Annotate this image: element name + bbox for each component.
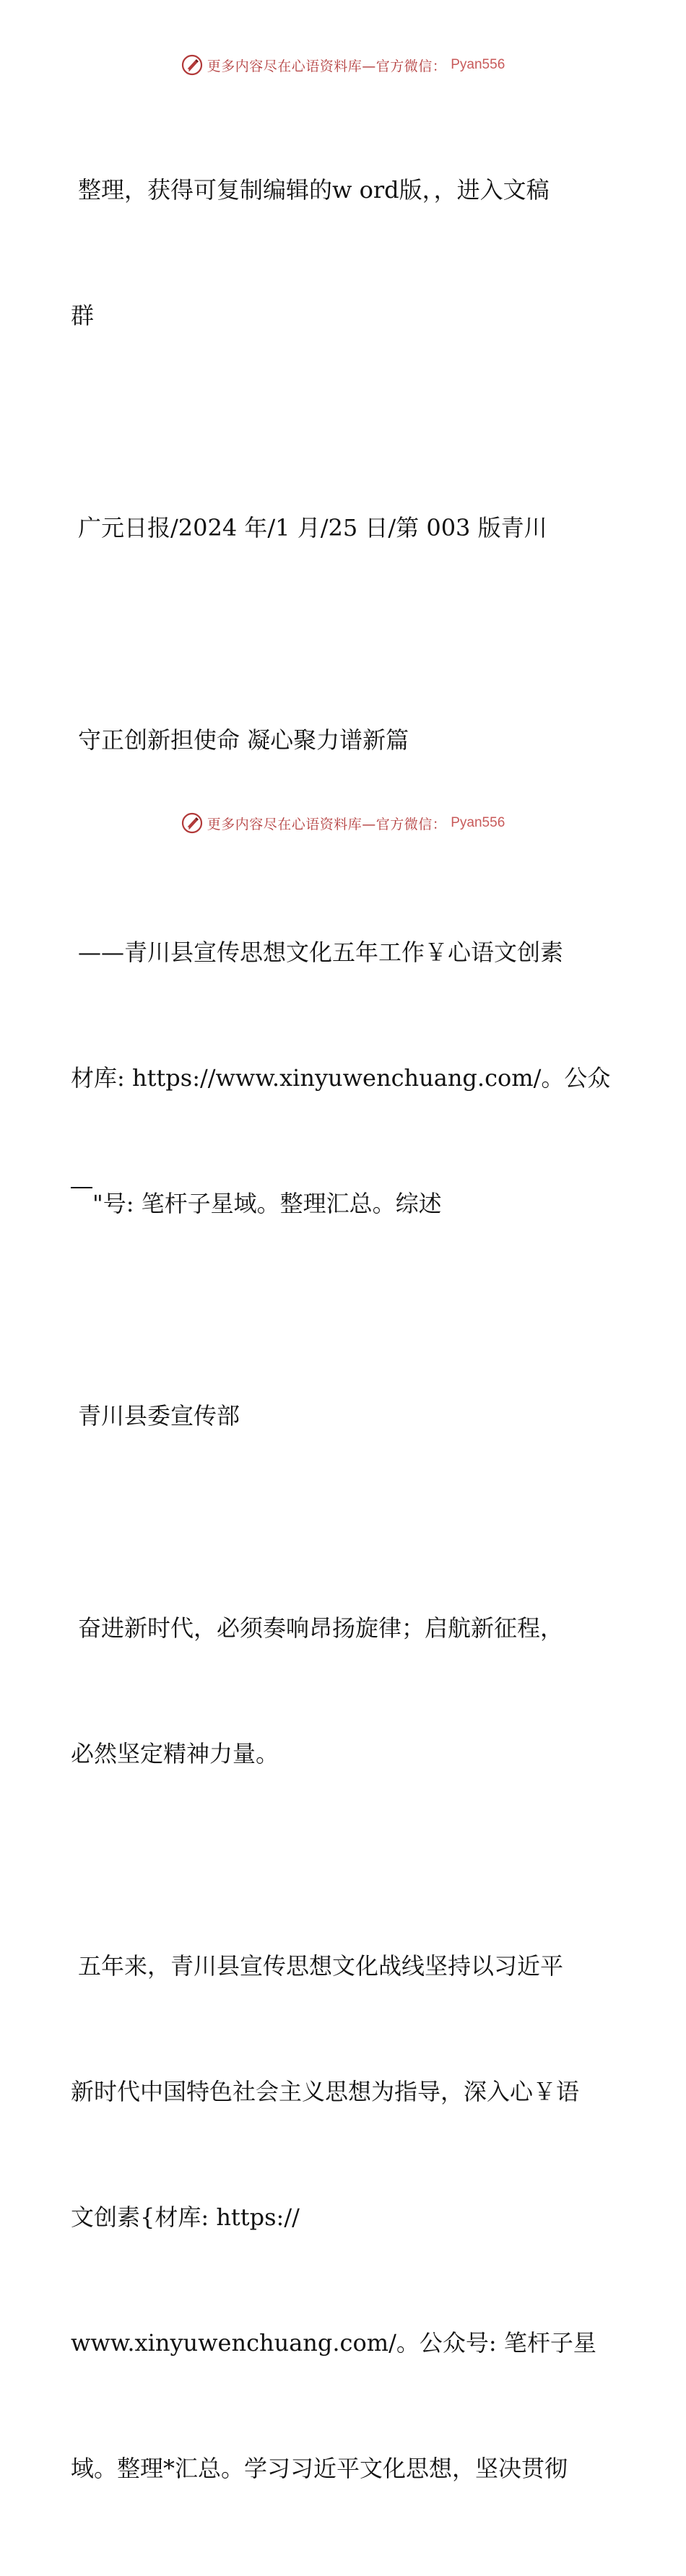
text-line: "号: 笔杆子星域。整理汇总。综述 — [92, 1190, 442, 1217]
text-line-with-mark — [71, 1183, 620, 1224]
text-line: 文创素{材库: https:// — [71, 2203, 300, 2231]
header-wechat-id: Pyan556 — [451, 57, 505, 72]
pen-seal-icon — [181, 54, 203, 76]
text-line: 广元日报/2024 年/1 月/25 日/第 003 版青川 — [78, 514, 547, 541]
paragraph — [71, 1311, 620, 1520]
text-line: 青川县委宣传部 — [78, 1402, 240, 1430]
footer-wechat-id: Pyan556 — [451, 815, 505, 830]
text-line: 材库: https://www.xinyuwenchuang.com/。公众 — [71, 1064, 611, 1092]
text-line: 域。整理*汇总。学习习近平文化思想，坚决贯彻 — [71, 2455, 568, 2482]
pen-seal-icon — [181, 812, 203, 834]
text-line: www.xinyuwenchuang.com/。公众号: 笔杆子星 — [71, 2329, 596, 2357]
header-banner-text: 更多内容尽在心语资料库—官方微信： — [207, 58, 447, 74]
header-banner — [0, 51, 686, 79]
paragraph — [71, 1523, 620, 1858]
text-line: 守正创新担使命 凝心聚力谱新篇 — [78, 726, 409, 754]
text-line: 五年来，青川县宣传思想文化战线坚持以习近平 — [78, 1952, 564, 1980]
text-line: 新时代中国特色社会主义思想为指导，深入心￥语 — [71, 2078, 580, 2105]
text-line: 群 — [71, 302, 95, 329]
paragraph — [71, 1861, 620, 2573]
text-line: 奋进新时代，必须奏响昂扬旋律；启航新征程， — [78, 1614, 564, 1642]
paragraph — [71, 423, 620, 632]
paragraph — [71, 848, 620, 1308]
document-body — [71, 85, 620, 2576]
footer-banner — [0, 809, 686, 837]
text-line: 必然坚定精神力量。 — [71, 1740, 279, 1767]
paragraph — [71, 85, 620, 420]
text-line: 整理，获得可复制编辑的w ord版，，进入文稿 — [78, 176, 550, 204]
footer-banner-text: 更多内容尽在心语资料库—官方微信： — [207, 816, 447, 832]
text-line: ——青川县宣传思想文化五年工作￥心语文创素 — [78, 939, 564, 966]
overline-mark — [71, 1187, 92, 1188]
